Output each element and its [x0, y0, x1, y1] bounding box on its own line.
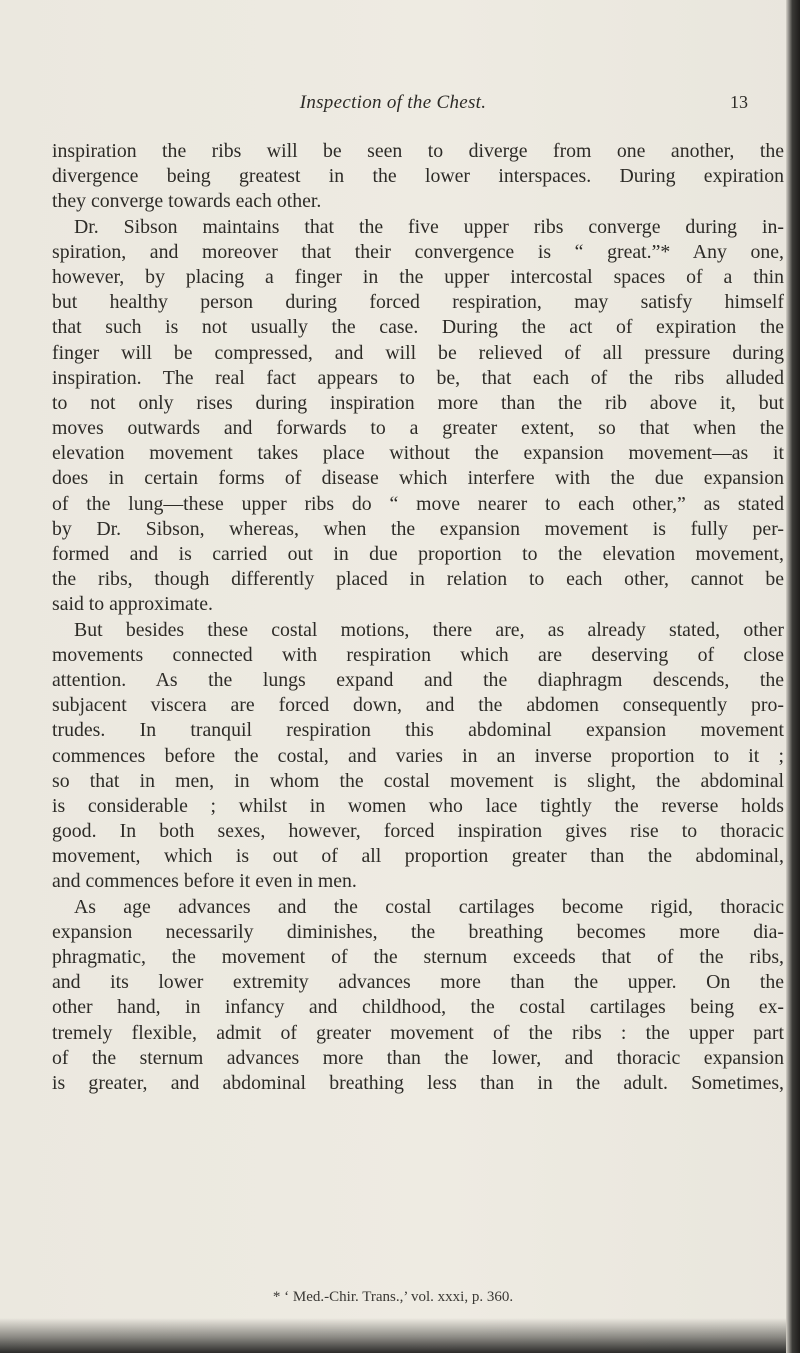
text-line: attention. As the lungs expand and the diaphragm descends, the: [52, 668, 784, 691]
text-line: expansion necessarily diminishes, the breathing becomes more dia-: [52, 920, 784, 943]
text-line: elevation movement takes place without the expansion movement—as it: [52, 442, 784, 465]
text-line: by Dr. Sibson, whereas, when the expansion movement is fully per-: [52, 517, 784, 540]
text-line: formed and is carried out in due proportion to the elevation movement,: [52, 543, 784, 565]
text-line: does in certain forms of disease which interfere with the due expansion: [52, 467, 784, 490]
running-head: Inspection of the Chest.: [299, 92, 487, 113]
text-line: to not only rises during inspiration more than the rib above it, but: [52, 391, 784, 414]
text-line: But besides these costal motions, there are, as already stated, other: [74, 618, 784, 641]
text-line: but healthy person during forced respiration, may satisfy himself: [52, 291, 784, 314]
text-line: the ribs, though differently placed in relation to each other, cannot be: [52, 568, 784, 591]
text-line: good. In both sexes, however, forced inspiration gives rise to thoracic: [52, 820, 784, 843]
body-text: [52, 139, 784, 1096]
text-line: and commences before it even in men.: [52, 870, 357, 893]
text-line: inspiration the ribs will be seen to diverge from one another, the: [52, 140, 784, 162]
text-line: of the sternum advances more than the lower, and thoracic expansion: [52, 1046, 784, 1069]
text-line: that such is not usually the case. During the act of expiration the: [52, 316, 784, 339]
text-line: moves outwards and forwards to a greater extent, so that when the: [52, 417, 784, 440]
text-line: commences before the costal, and varies in an inverse proportion to it ;: [52, 744, 784, 767]
text-line: phragmatic, the movement of the sternum exceeds that of the ribs,: [52, 946, 784, 968]
text-line: movements connected with respiration which are deserving of close: [52, 643, 784, 666]
text-line: however, by placing a finger in the upper intercostal spaces of a thin: [52, 265, 784, 288]
text-line: said to approximate.: [52, 593, 213, 616]
text-line: spiration, and moreover that their convergence is “ great.”* Any one,: [52, 240, 784, 263]
text-line: of the lung—these upper ribs do “ move nearer to each other,” as stated: [52, 492, 784, 515]
text-line: movement, which is out of all proportion greater than the abdominal,: [52, 845, 784, 868]
text-line: is greater, and abdominal breathing less than in the adult. Sometimes,: [52, 1071, 784, 1094]
text-line: finger will be compressed, and will be relieved of all pressure during: [52, 341, 784, 364]
scan-bottom-shadow: [0, 1318, 786, 1353]
page-header: [0, 92, 786, 122]
text-line: divergence being greatest in the lower interspaces. During expiration: [52, 165, 784, 188]
text-line: they converge towards each other.: [52, 190, 322, 213]
text-line: and its lower extremity advances more than the upper. On the: [52, 971, 784, 994]
footnote: * ‘ Med.-Chir. Trans.,’ vol. xxxi, p. 360.: [272, 1289, 514, 1305]
text-line: is considerable ; whilst in women who lace tightly the reverse holds: [52, 794, 784, 817]
text-line: As age advances and the costal cartilages become rigid, thoracic: [74, 895, 784, 918]
text-line: so that in men, in whom the costal movement is slight, the abdominal: [52, 769, 784, 792]
text-line: tremely flexible, admit of greater movement of the ribs : the upper part: [52, 1021, 784, 1044]
page-number: 13: [730, 92, 748, 112]
text-line: inspiration. The real fact appears to be, that each of the ribs alluded: [52, 366, 784, 389]
page-binding-edge: [786, 0, 800, 1353]
text-line: other hand, in infancy and childhood, the costal cartilages being ex-: [52, 996, 784, 1019]
text-line: trudes. In tranquil respiration this abdominal expansion movement: [52, 719, 784, 742]
text-line: subjacent viscera are forced down, and the abdomen consequently pro-: [52, 694, 784, 717]
text-line: Dr. Sibson maintains that the five upper ribs converge during in-: [74, 215, 784, 238]
